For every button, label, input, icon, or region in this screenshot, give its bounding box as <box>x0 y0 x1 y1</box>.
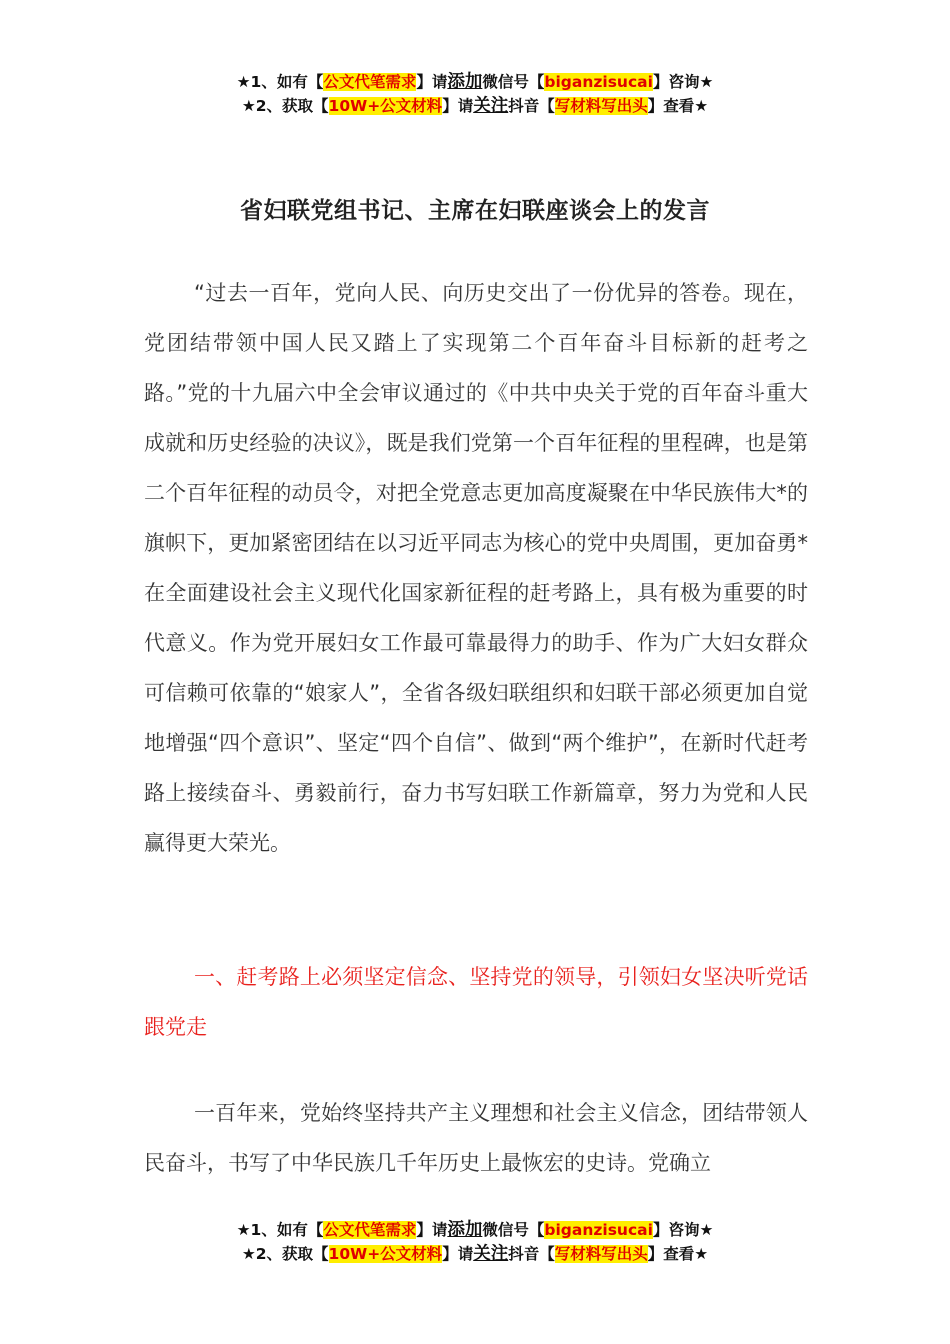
banner-douyin-id: 写材料写出头 <box>554 97 648 115</box>
banner-text: ★1、如有【 <box>236 1221 324 1239</box>
banner-highlight: 公文代笔需求 <box>323 1221 417 1239</box>
banner-text: 抖音【 <box>508 97 555 115</box>
banner-text: ★2、获取【 <box>241 97 329 115</box>
banner-line-1 <box>0 70 950 94</box>
footer-banner <box>0 1218 950 1266</box>
banner-text: 抖音【 <box>508 1245 555 1263</box>
banner-emphasis: 添加 <box>447 1220 483 1240</box>
banner-line-2 <box>0 94 950 118</box>
banner-emphasis: 添加 <box>447 72 483 92</box>
banner-text: 】咨询★ <box>652 73 714 91</box>
banner-text: 微信号【 <box>482 1221 545 1239</box>
body-paragraph-2: 一百年来，党始终坚持共产主义理想和社会主义信念，团结带领人民奋斗，书写了中华民族几千年历史上最恢宏的史诗。党确立 <box>144 1101 808 1175</box>
banner-text: 】请 <box>416 73 448 91</box>
document-title: 省妇联党组书记、主席在妇联座谈会上的发言 <box>240 198 710 224</box>
banner-text: 】咨询★ <box>652 1221 714 1239</box>
banner-text: ★1、如有【 <box>236 73 324 91</box>
banner-line-2 <box>0 1242 950 1266</box>
header-banner <box>0 70 950 118</box>
banner-douyin-id: 写材料写出头 <box>554 1245 648 1263</box>
banner-wechat-id: biganzisucai <box>544 73 653 91</box>
body-paragraph-1: “过去一百年，党向人民、向历史交出了一份优异的答卷。现在，党团结带领中国人民又踏上了实现第二个百年奋斗目标新的赶考之路。”党的十九届六中全会审议通过的《中共中央关于党的百年奋斗重大成就和历史经验的决议》，既是我们党第一个百年征程的里程碑，也是第二个百年征程的动员令，对把全党意志更加高度凝聚在中华民族伟大*的旗帜下，更加紧密团结在以习近平同志为核心的党中央周围，更加奋勇*在全面建设社会主义现代化国家新征程的赶考路上，具有极为重要的时代意义。作为党开展妇女工作最可靠最得力的助手、作为广大妇女群众可信赖可依靠的“娘家人”，全省各级妇联组织和妇联干部必须更加自觉地增强“四个意识”、坚定“四个自信”、做到“两个维护”，在新时代赶考路上接续奋斗、勇毅前行，奋力书写妇联工作新篇章，努力为党和人民赢得更大荣光。 <box>144 281 808 855</box>
banner-highlight: 10W+公文材料 <box>328 97 443 115</box>
banner-highlight: 10W+公文材料 <box>328 1245 443 1263</box>
banner-text: 】请 <box>442 1245 474 1263</box>
section-heading-1: 一、赶考路上必须坚定信念、坚持党的领导，引领妇女坚决听党话跟党走 <box>144 965 808 1039</box>
banner-text: ★2、获取【 <box>241 1245 329 1263</box>
banner-text: 】查看★ <box>647 97 709 115</box>
banner-emphasis: 关注 <box>473 96 509 116</box>
banner-line-1 <box>0 1218 950 1242</box>
banner-text: 】查看★ <box>647 1245 709 1263</box>
banner-text: 】请 <box>442 97 474 115</box>
banner-text: 微信号【 <box>482 73 545 91</box>
banner-text: 】请 <box>416 1221 448 1239</box>
banner-highlight: 公文代笔需求 <box>323 73 417 91</box>
banner-emphasis: 关注 <box>473 1244 509 1264</box>
banner-wechat-id: biganzisucai <box>544 1221 653 1239</box>
